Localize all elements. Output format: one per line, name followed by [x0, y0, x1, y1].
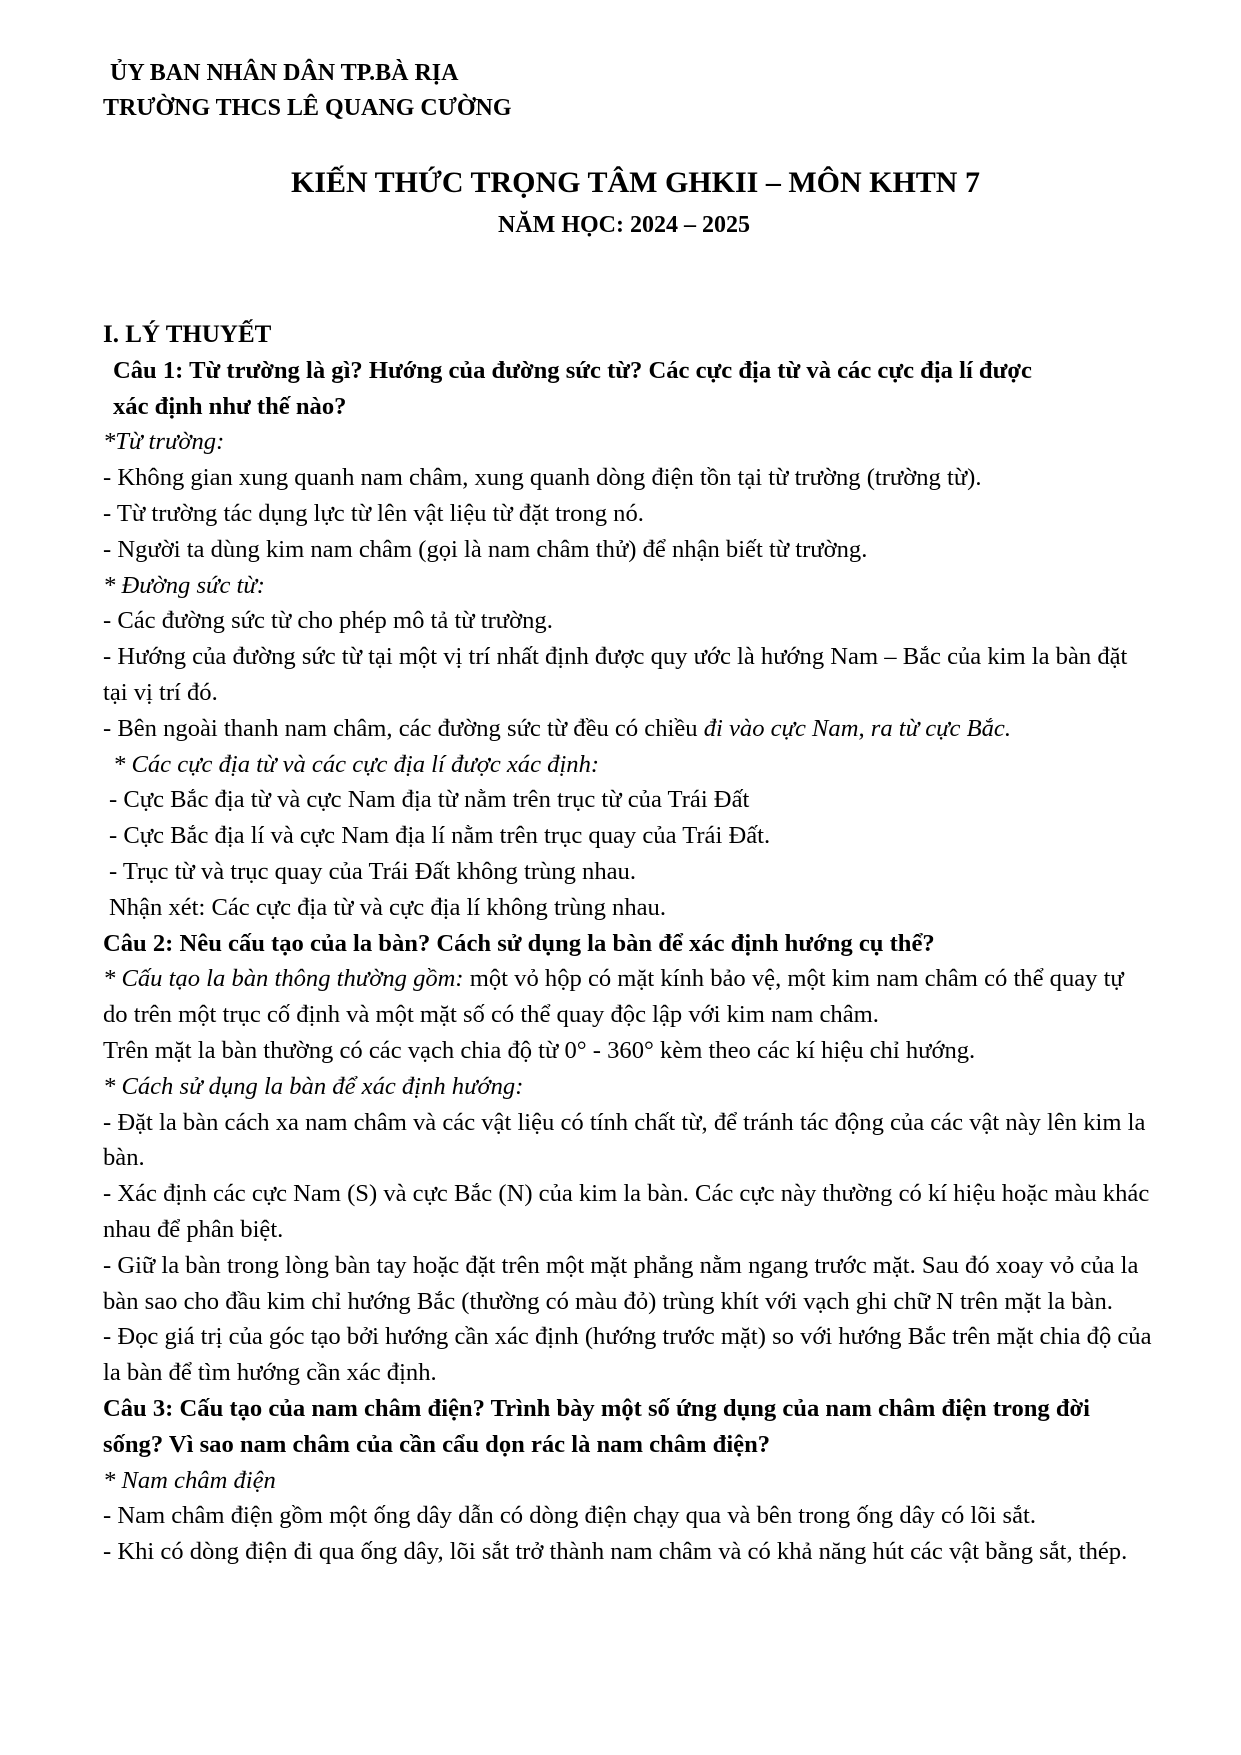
- paragraph: Nhận xét: Các cực địa từ và cực địa lí không trùng nhau.: [109, 893, 666, 921]
- paragraph: Trên mặt la bàn thường có các vạch chia độ từ 0° - 360° kèm theo các kí hiệu chỉ hướng.: [103, 1036, 976, 1064]
- paragraph: - Cực Bắc địa từ và cực Nam địa từ nằm trên trục từ của Trái Đất: [109, 786, 750, 814]
- paragraph: - Trục từ và trục quay của Trái Đất không trùng nhau.: [109, 857, 636, 885]
- paragraph: - Nam châm điện gồm một ống dây dẫn có dòng điện chạy qua và bên trong ống dây có lõi sắt.: [103, 1502, 1036, 1530]
- q2-subheading-usage: * Cách sử dụng la bàn để xác định hướng:: [103, 1072, 524, 1100]
- q1-subheading-poles: * Các cực địa từ và các cực địa lí được xác định:: [113, 750, 600, 778]
- question-1-title-line1: Câu 1: Từ trường là gì? Hướng của đường sức từ? Các cực địa từ và các cực địa lí được: [113, 356, 1032, 384]
- paragraph-text: một vỏ hộp có mặt kính bảo vệ, một kim nam châm có thể quay tự do trên một trục cố định và một mặt số có thể quay độc lập với kim nam châm.: [103, 965, 1124, 1029]
- paragraph: [103, 961, 1153, 1033]
- q1-subheading-magnetic-field: *Từ trường:: [103, 428, 225, 456]
- header-school: TRƯỜNG THCS LÊ QUANG CƯỜNG: [103, 95, 512, 121]
- paragraph: - Giữ la bàn trong lòng bàn tay hoặc đặt trên một mặt phẳng nằm ngang trước mặt. Sau đó xoay vỏ của la bàn sao cho đầu kim chỉ hướng Bắc (thường có màu đỏ) trùng khít với vạch ghi chữ N trên mặt la bàn.: [103, 1251, 1139, 1315]
- paragraph: - Đọc giá trị của góc tạo bởi hướng cần xác định (hướng trước mặt) so với hướng Bắc trên mặt chia độ của la bàn để tìm hướng cần xác định.: [103, 1323, 1152, 1387]
- paragraph: - Không gian xung quanh nam châm, xung quanh dòng điện tồn tại từ trường (trường từ).: [103, 464, 982, 492]
- paragraph-italic-text: đi vào cực Nam, ra từ cực Bắc.: [703, 714, 1011, 742]
- paragraph: - Các đường sức từ cho phép mô tả từ trường.: [103, 607, 553, 635]
- paragraph: - Đặt la bàn cách xa nam châm và các vật liệu có tính chất từ, để tránh tác động của các vật này lên kim la bàn.: [103, 1108, 1146, 1172]
- paragraph-text: - Bên ngoài thanh nam châm, các đường sức từ đều có chiều: [103, 714, 704, 742]
- paragraph-italic-text: * Cấu tạo la bàn thông thường gồm:: [103, 965, 464, 993]
- question-1-title-line2: xác định như thế nào?: [113, 392, 347, 420]
- document-title: KIẾN THỨC TRỌNG TÂM GHKII – MÔN KHTN 7: [291, 166, 980, 199]
- q3-subheading-electromagnet: * Nam châm điện: [103, 1466, 276, 1494]
- paragraph: - Xác định các cực Nam (S) và cực Bắc (N) của kim la bàn. Các cực này thường có kí hiệu hoặc màu khác nhau để phân biệt.: [103, 1180, 1150, 1243]
- paragraph: - Người ta dùng kim nam châm (gọi là nam châm thử) để nhận biết từ trường.: [103, 535, 868, 563]
- header-committee: ỦY BAN NHÂN DÂN TP.BÀ RỊA: [110, 60, 459, 86]
- document-body: [103, 317, 1153, 1570]
- question-3-title: Câu 3: Cấu tạo của nam châm điện? Trình bày một số ứng dụng của nam châm điện trong đời sống? Vì sao nam châm của cần cẩu dọn rác là nam châm điện?: [103, 1394, 1091, 1458]
- paragraph: - Từ trường tác dụng lực từ lên vật liệu từ đặt trong nó.: [103, 499, 644, 527]
- question-2-title: Câu 2: Nêu cấu tạo của la bàn? Cách sử dụng la bàn để xác định hướng cụ thể?: [103, 929, 935, 957]
- paragraph: - Hướng của đường sức từ tại một vị trí nhất định được quy ước là hướng Nam – Bắc của kim la bàn đặt tại vị trí đó.: [103, 643, 1128, 706]
- question-1-title: [103, 353, 1153, 425]
- paragraph: [103, 711, 1153, 747]
- paragraph: - Cực Bắc địa lí và cực Nam địa lí nằm trên trục quay của Trái Đất.: [109, 822, 771, 850]
- section-heading: I. LÝ THUYẾT: [103, 321, 272, 348]
- q1-subheading-field-lines: * Đường sức từ:: [103, 571, 265, 599]
- school-year: NĂM HỌC: 2024 – 2025: [498, 212, 750, 238]
- paragraph: - Khi có dòng điện đi qua ống dây, lõi sắt trở thành nam châm và có khả năng hút các vật bằng sắt, thép.: [103, 1538, 1128, 1566]
